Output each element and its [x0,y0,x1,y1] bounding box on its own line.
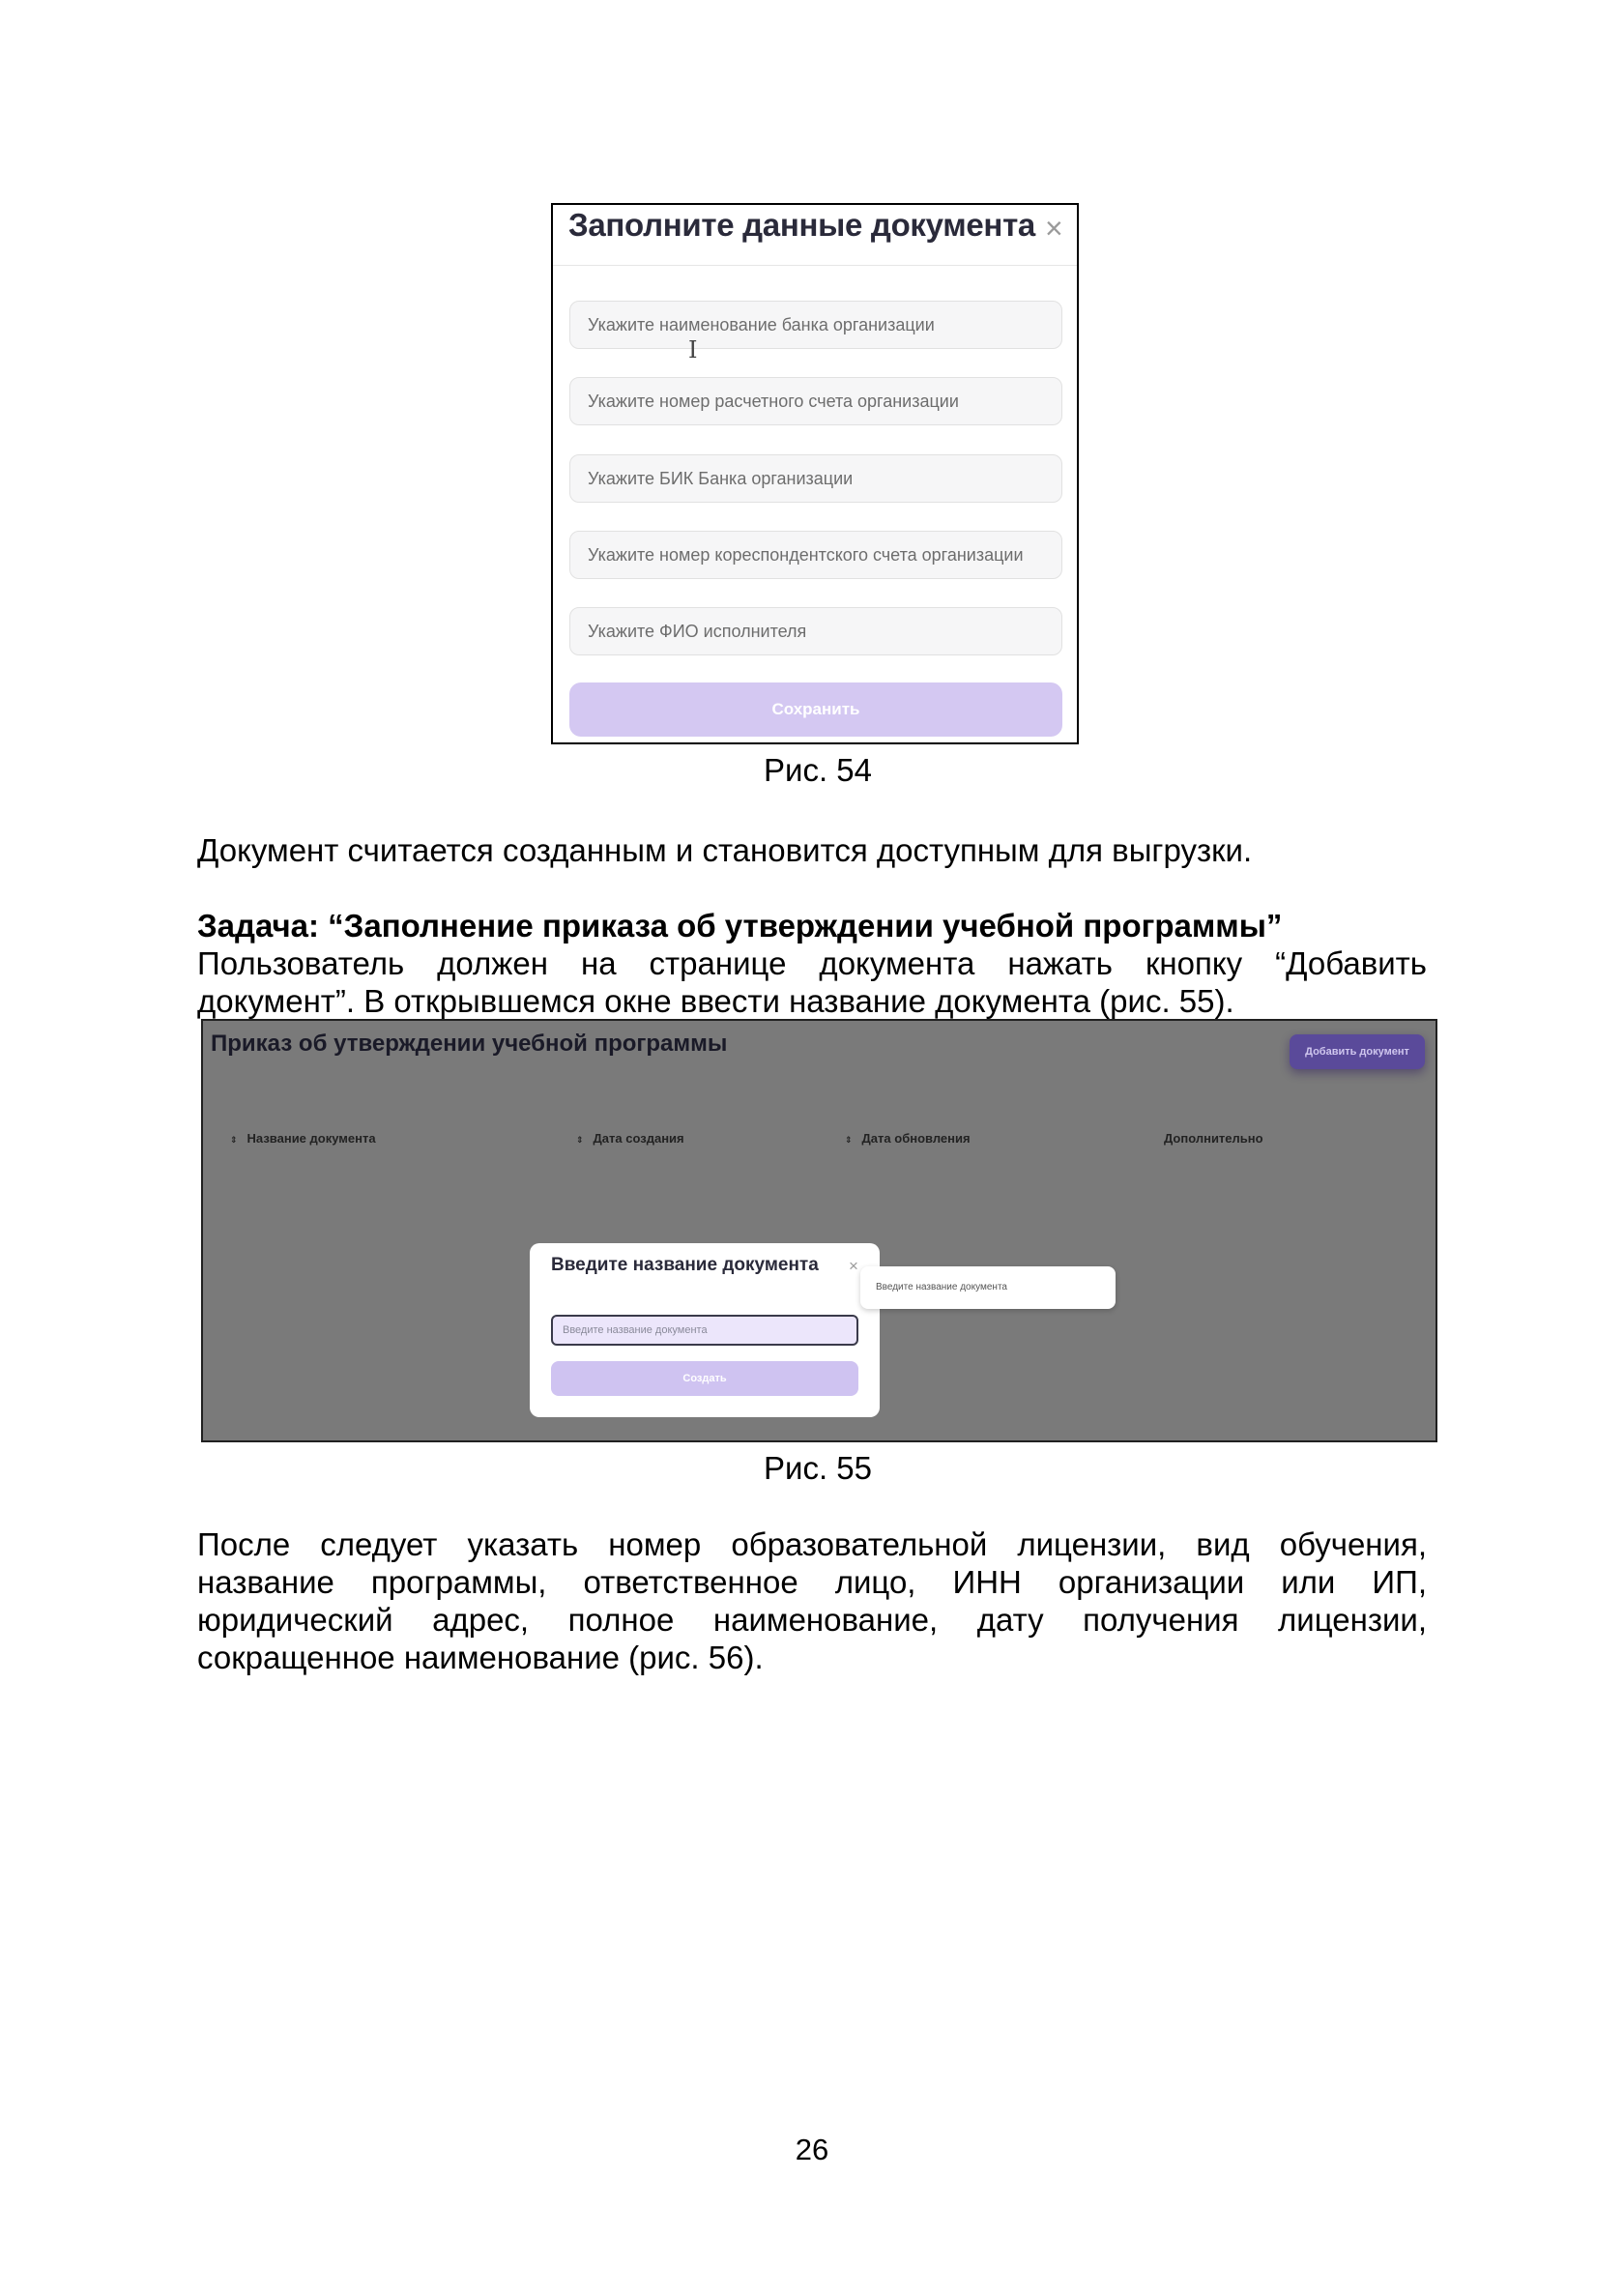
bank-name-field[interactable]: Укажите наименование банка организации [569,301,1062,349]
sort-icon: ⇕ [576,1135,584,1145]
column-label: Название документа [246,1131,376,1146]
page-title: Приказ об утверждении учебной программы [211,1031,728,1057]
text-cursor-icon: I [688,336,698,363]
text-line: юридический адрес, полное наименование, дату получения лицензии, [197,1602,1427,1638]
text-line: название программы, ответственное лицо, ИНН организации или ИП, [197,1564,1427,1600]
text-line: Пользователь должен на странице документа нажать кнопку “Добавить [197,945,1427,981]
column-header-name[interactable] [230,1131,376,1146]
correspondent-account-field[interactable]: Укажите номер кореспондентского счета организации [569,531,1062,579]
paragraph-next-steps [197,1525,1427,1676]
task-block [197,907,1427,1020]
input-tooltip: Введите название документа [860,1266,1116,1309]
sort-icon: ⇕ [845,1135,853,1145]
task-heading: Задача: “Заполнение приказа об утверждении учебной программы” [197,908,1283,944]
figure-54-caption: Рис. 54 [764,752,872,788]
form-header [553,205,1077,266]
text-line: сокращенное наименование (рис. 56). [197,1640,764,1675]
column-label: Дополнительно [1164,1131,1263,1146]
paragraph-document-created [197,831,1427,869]
column-header-updated[interactable] [845,1131,971,1146]
figure-55-documents-page [201,1019,1437,1442]
text-line: документ”. В открывшемся окне ввести название документа (рис. 55). [197,983,1234,1019]
text-line: После следует указать номер образовательной лицензии, вид обучения, [197,1526,1427,1562]
save-button[interactable]: Сохранить [569,682,1062,737]
add-document-button[interactable]: Добавить документ [1290,1034,1425,1069]
account-number-field[interactable]: Укажите номер расчетного счета организации [569,377,1062,425]
figure-55-caption: Рис. 55 [764,1450,872,1486]
form-title: Заполните данные документа [568,207,1035,243]
close-icon[interactable]: × [849,1257,858,1275]
column-header-additional [1164,1131,1263,1146]
document-name-input[interactable]: Введите название документа [551,1315,858,1346]
create-button[interactable]: Создать [551,1361,858,1396]
modal-title: Введите название документа [551,1255,819,1275]
column-header-created[interactable] [576,1131,684,1146]
page-number: 26 [795,2133,829,2166]
column-label: Дата создания [593,1131,684,1146]
bank-bik-field[interactable]: Укажите БИК Банка организации [569,454,1062,503]
figure-54-document-form [551,203,1079,744]
sort-icon: ⇕ [230,1135,238,1145]
close-icon[interactable]: × [1045,211,1063,246]
text-line: Документ считается созданным и становится доступным для выгрузки. [197,832,1253,868]
column-label: Дата обновления [861,1131,971,1146]
create-document-modal [530,1243,880,1417]
executor-name-field[interactable]: Укажите ФИО исполнителя [569,607,1062,655]
